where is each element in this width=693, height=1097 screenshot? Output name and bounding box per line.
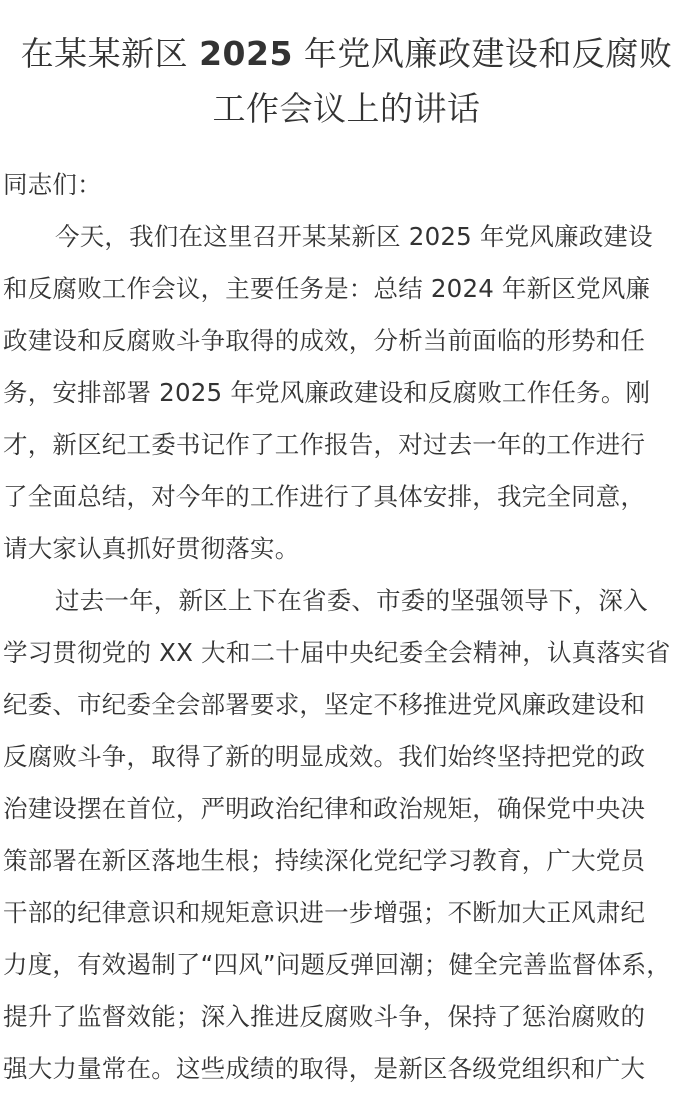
paragraph-line: 和反腐败工作会议，主要任务是：总结 2024 年新区党风廉	[3, 274, 651, 303]
paragraph-line: 强大力量常在。这些成绩的取得，是新区各级党组织和广大	[3, 1054, 646, 1083]
paragraph-line: 学习贯彻党的 XX 大和二十届中央纪委全会精神，认真落实省	[3, 638, 671, 667]
title-suffix: 年党风廉政建设和反腐败	[292, 34, 673, 73]
title-line-2: 工作会议上的讲话	[212, 89, 481, 128]
paragraph-line: 请大家认真抓好贯彻落实。	[3, 534, 300, 563]
paragraph-line: 策部署在新区落地生根；持续深化党纪学习教育，广大党员	[3, 846, 646, 875]
title-line-1	[21, 34, 673, 73]
salutation: 同志们：	[3, 170, 102, 199]
paragraph-line: 了全面总结，对今年的工作进行了具体安排，我完全同意，	[3, 482, 646, 511]
title-prefix: 在某某新区	[20, 34, 200, 73]
paragraph-line: 纪委、市纪委全会部署要求，坚定不移推进党风廉政建设和	[3, 690, 646, 719]
document-title	[0, 0, 693, 136]
paragraph-line: 今天，我们在这里召开某某新区 2025 年党风廉政建设	[55, 222, 653, 251]
paragraph-line: 务，安排部署 2025 年党风廉政建设和反腐败工作任务。刚	[3, 378, 651, 407]
paragraph-line: 过去一年，新区上下在省委、市委的坚强领导下，深入	[55, 586, 648, 615]
paragraph-line: 治建设摆在首位，严明政治纪律和政治规矩，确保党中央决	[3, 794, 646, 823]
title-year: 2025	[199, 34, 293, 73]
paragraph-line: 政建设和反腐败斗争取得的成效，分析当前面临的形势和任	[3, 326, 646, 355]
paragraph-line: 力度，有效遏制了“四风”问题反弹回潮；健全完善监督体系，	[3, 950, 671, 979]
paragraph-line: 提升了监督效能；深入推进反腐败斗争，保持了惩治腐败的	[3, 1002, 646, 1031]
paragraph-line: 才，新区纪工委书记作了工作报告，对过去一年的工作进行	[3, 430, 646, 459]
paragraph-line: 反腐败斗争，取得了新的明显成效。我们始终坚持把党的政	[3, 742, 646, 771]
paragraph-line: 干部的纪律意识和规矩意识进一步增强；不断加大正风肃纪	[3, 898, 646, 927]
